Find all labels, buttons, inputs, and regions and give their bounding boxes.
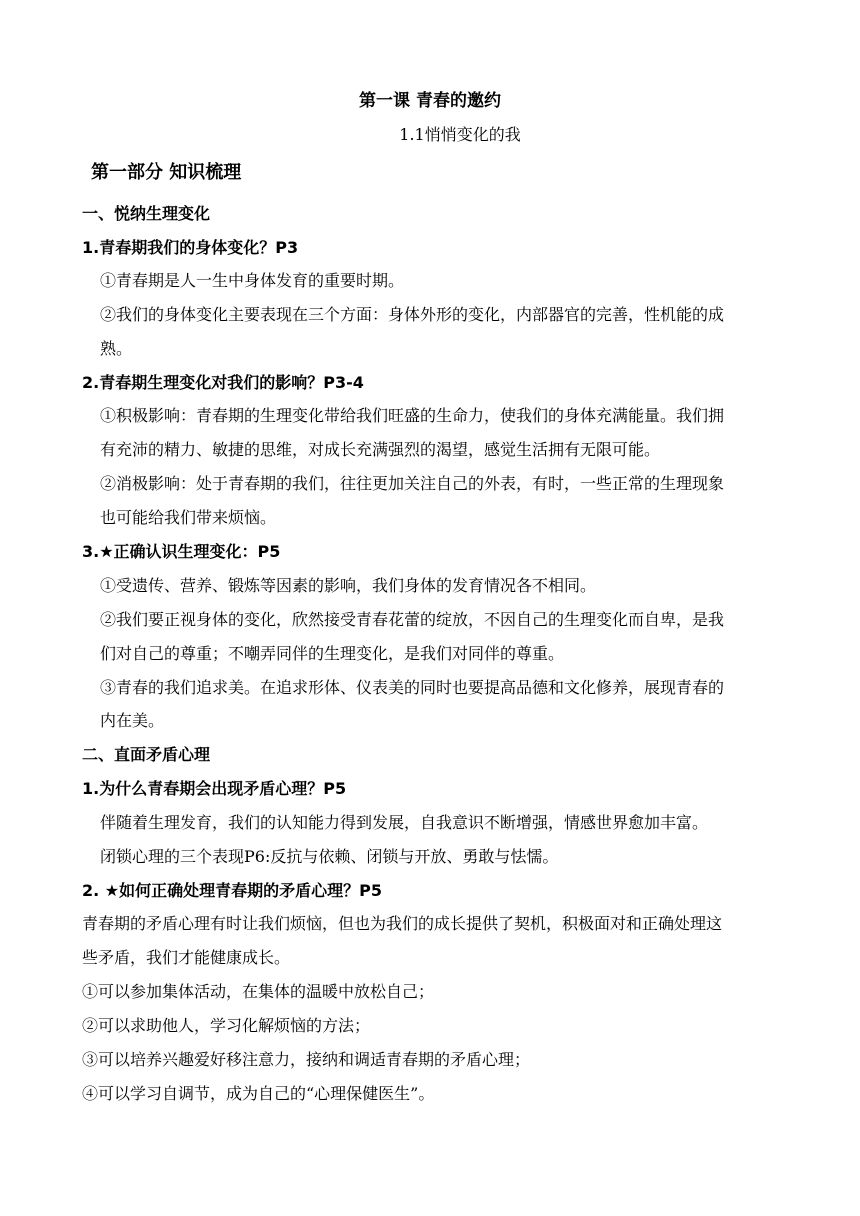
item-title: 3.★正确认识生理变化：P5 — [82, 542, 281, 561]
body-line: 也可能给我们带来烦恼。 — [100, 508, 277, 527]
body-line: ①青春期是人一生中身体发育的重要时期。 — [100, 271, 405, 290]
body-line: 熟。 — [100, 339, 133, 358]
item-title: 2. ★如何正确处理青春期的矛盾心理？P5 — [82, 881, 382, 900]
body-line: 内在美。 — [100, 711, 165, 730]
body-line: ②可以求助他人，学习化解烦恼的方法； — [82, 1016, 371, 1035]
body-line: ③青春的我们追求美。在追求形体、仪表美的同时也要提高品德和文化修养，展现青春的 — [100, 678, 725, 697]
body-line: ①积极影响：青春期的生理变化带给我们旺盛的生命力，使我们的身体充满能量。我们拥 — [100, 406, 725, 425]
section-title: 1.1悄悄变化的我 — [399, 125, 521, 144]
body-line: ③可以培养兴趣爱好移注意力，接纳和调适青春期的矛盾心理； — [82, 1050, 531, 1069]
body-line: ②消极影响：处于青春期的我们，往往更加关注自己的外表，有时，一些正常的生理现象 — [100, 474, 725, 493]
body-line: ①受遗传、营养、锻炼等因素的影响，我们身体的发育情况各不相同。 — [100, 576, 597, 595]
body-line: 青春期的矛盾心理有时让我们烦恼，但也为我们的成长提供了契机，积极面对和正确处理这 — [82, 914, 723, 933]
body-line: 伴随着生理发育，我们的认知能力得到发展，自我意识不断增强，情感世界愈加丰富。 — [100, 813, 709, 832]
body-line: ②我们的身体变化主要表现在三个方面：身体外形的变化，内部器官的完善，性机能的成 — [100, 305, 725, 324]
lesson-title: 第一课 青春的邀约 — [359, 91, 501, 111]
section-heading: 二、直面矛盾心理 — [82, 745, 211, 764]
body-line: ①可以参加集体活动，在集体的温暖中放松自己； — [82, 982, 435, 1001]
body-line: ②我们要正视身体的变化，欣然接受青春花蕾的绽放，不因自己的生理变化而自卑，是我 — [100, 610, 725, 629]
part-title: 第一部分 知识梳理 — [91, 162, 242, 183]
body-line: 们对自己的尊重；不嘲弄同伴的生理变化，是我们对同伴的尊重。 — [100, 644, 565, 663]
section-heading: 一、悦纳生理变化 — [82, 204, 211, 223]
item-title: 2.青春期生理变化对我们的影响？P3-4 — [82, 373, 364, 392]
body-line: 有充沛的精力、敏捷的思维，对成长充满强烈的渴望，感觉生活拥有无限可能。 — [100, 440, 661, 459]
body-line: ④可以学习自调节，成为自己的“心理保健医生”。 — [82, 1084, 435, 1103]
body-line: 闭锁心理的三个表现P6:反抗与依赖、闭锁与开放、勇敢与怯懦。 — [100, 847, 559, 866]
body-line: 些矛盾，我们才能健康成长。 — [82, 948, 291, 967]
item-title: 1.为什么青春期会出现矛盾心理？P5 — [82, 779, 347, 798]
item-title: 1.青春期我们的身体变化？P3 — [82, 238, 299, 257]
